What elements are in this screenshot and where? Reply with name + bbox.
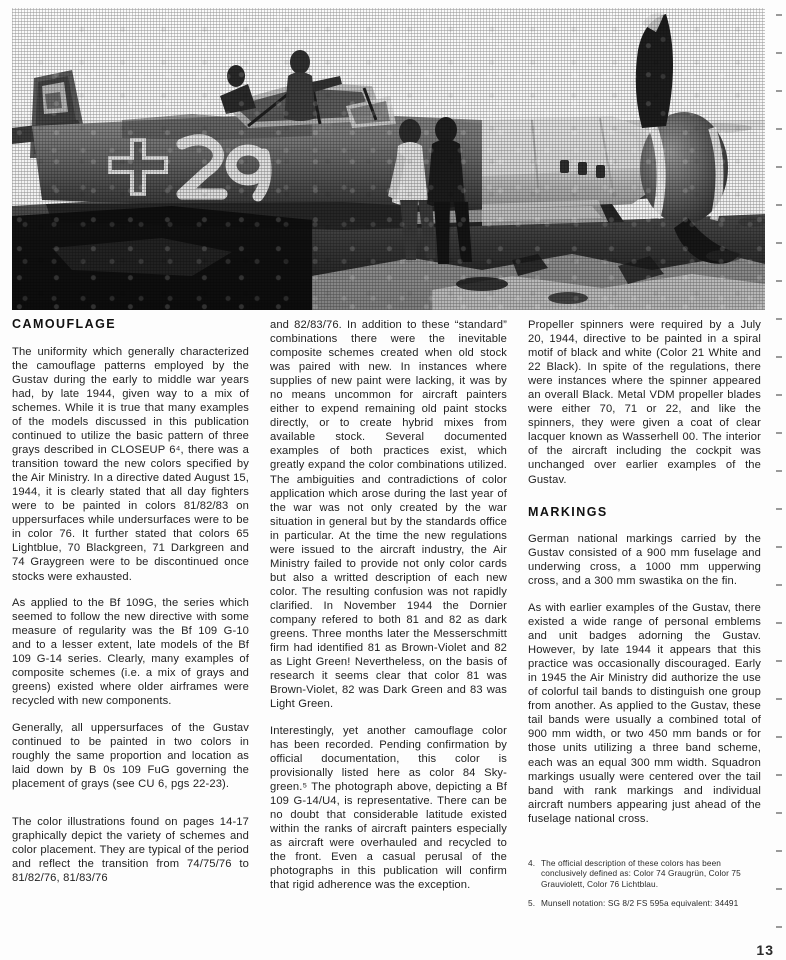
article-columns (12, 318, 765, 954)
footnote (528, 898, 761, 909)
scan-tick (776, 508, 782, 510)
paragraph: Propeller spinners were required by a July 20, 1944, directive to be painted in a spiral motif of black and white (Color 21 White and 22 Black). In spite of the regulations, there were instances where the spinner appeared an overall Black. Metal VDM propeller blades were either 70, 71 or 22, and like the spinners, they were given a coat of clear lacquer known as Wasserhell 00. The interior of the aircraft including the cockpit was unchanged over earlier examples of the Gustav. (528, 319, 761, 486)
aircraft-photograph (12, 8, 765, 310)
scan-tick (776, 242, 782, 244)
markings-heading: MARKINGS (528, 504, 608, 519)
scan-tick (776, 888, 782, 890)
scan-tick (776, 90, 782, 92)
column-two (270, 318, 507, 954)
scan-tick (776, 926, 782, 928)
scan-tick (776, 432, 782, 434)
scan-tick (776, 204, 782, 206)
paragraph: As with earlier examples of the Gustav, there existed a wide range of personal emblems and unit badges adorning the Gustav. However, by late 1944 it appears that this practice was occasionally discouraged. Early in 1945 the Air Ministry did authorize the use of colorful tail bands to distinguish one group from another. As applied to the Gustav, these tail bands were usually a combined total of 900 mm width, or two 450 mm bands or for those units utilizing a three band scheme, each was an equal 300 mm width. Squadron markings usually were centered over the tail band with rank markings and individual aircraft numbers appearing just ahead of the fuselage national cross. (528, 602, 761, 825)
camouflage-heading: CAMOUFLAGE (12, 317, 117, 331)
page-number: 13 (756, 942, 774, 958)
scan-tick (776, 318, 782, 320)
footnote-text: The official description of these colors has been conclusively defined as: Color 74 Graugrün, Color 75 Grauviolett, Color 76 Lichtblau. (541, 857, 741, 889)
scan-tick (776, 356, 782, 358)
footnote-list (528, 858, 761, 918)
column-three (528, 318, 761, 954)
scan-tick (776, 660, 782, 662)
scan-tick (776, 622, 782, 624)
paragraph: and 82/83/76. In addition to these “standard” combinations there were the inevitable composite schemes created when old stock was paired with new. In instances where supplies of new paint were lacking, it was by no means uncommon for aircraft painters either to expend remaining old paint stocks directly, or to create hybrid mixes from available stock. Several documented examples of both practices exist, which greatly expand the color combinations utilized. The ambiguities and contradictions of color application which arose during the last year of the war was not only created by the war situation in general but by the standards office in particular. At the time the new regulations were issued to the aircraft industry, the Air Ministry failed to provide not only color cards but also a writted description of each new color. The resulting confusion was not rapidly clarified. In November 1944 the Dornier company refered to both 81 and 82 as dark greens. Three months later the Messerschmitt firm had identified 81 as Brown-Violet and 82 as Light Green! Nevertheless, on the basis of research it seems clear that color 81 was Brown-Violet, 82 was Dark Green and 83 was Light Green. (270, 319, 507, 711)
paragraph: Generally, all uppersurfaces of the Gustav continued to be painted in two colors in roughly the same proportion and location as laid down by B 0s 109 FuG governing the placement of grays (see CU 6, pgs 22-23). (12, 721, 249, 791)
paragraph: Interestingly, yet another camouflage color has been recorded. Pending confirmation by official documentation, this color is provisionally listed here as color 84 Sky-green.⁵ The photograph above, depicting a Bf 109 G-14/U4, is representative. There can be no doubt that considerable latitude existed within the ranks of aircraft painters especially as aircraft were overhauled and recycled to the front. Even a casual perusal of the photographs in this publication will confirm that rigid adherence was the exception. (270, 724, 507, 892)
scan-tick (776, 470, 782, 472)
paragraph: The color illustrations found on pages 14-17 graphically depict the variety of schemes and color placement. They are typical of the period and reflect the transition from 74/75/76 to 81/82/76, 81/83/76 (12, 816, 249, 885)
scan-tick (776, 394, 782, 396)
column-one (12, 318, 249, 954)
scan-tick (776, 812, 782, 814)
scan-tick (776, 774, 782, 776)
scan-tick (776, 584, 782, 586)
scan-tick (776, 736, 782, 738)
scan-tick (776, 52, 782, 54)
scan-tick (776, 546, 782, 548)
footnote-number: 5. (528, 898, 536, 909)
footnote-text: Munsell notation: SG 8/2 FS 595a equivalent: 34491 (541, 898, 739, 909)
scan-edge-ticks (773, 0, 783, 960)
scan-tick (776, 166, 782, 168)
scan-tick (776, 14, 782, 16)
scan-tick (776, 698, 782, 700)
scan-tick (776, 280, 782, 282)
footnote-number: 4. (528, 857, 536, 868)
scan-tick (776, 128, 782, 130)
scan-tick (776, 850, 782, 852)
photograph-artwork (12, 8, 765, 310)
paragraph: The uniformity which generally characterized the camouflage patterns employed by the Gustav during the early to middle war years had, by late 1944, given way to a mix of schemes. While it is true that many examples of the models discussed in this publication continued to utilize the basic pattern of three grays described in CLOSEUP 6⁴, there was a transition toward the new colors specified by the Air Ministry. In a directive dated August 15, 1944, it is clearly stated that all day fighters were to be painted in colors 81/82/83 on uppersurfaces while undersurfaces were to be in color 76. It further stated that colors 65 Lightblue, 70 Blackgreen, 71 Darkgreen and 74 Graygreen were to be discontinued once stocks were exhausted. (12, 345, 249, 583)
paragraph: German national markings carried by the Gustav consisted of a 900 mm fuselage and underwing cross, a 1000 mm upperwing cross, and a 300 mm swastika on the fin. (528, 533, 761, 588)
paragraph: As applied to the Bf 109G, the series which seemed to follow the new directive with some measure of regularity was the Bf 109 G-10 and to a lesser extent, late models of the Bf 109 G-14 series. Clearly, many examples of composite schemes (i.e. a mix of grays and greens) existed where older airframes were recycled with new components. (12, 597, 249, 708)
footnote (528, 858, 761, 890)
